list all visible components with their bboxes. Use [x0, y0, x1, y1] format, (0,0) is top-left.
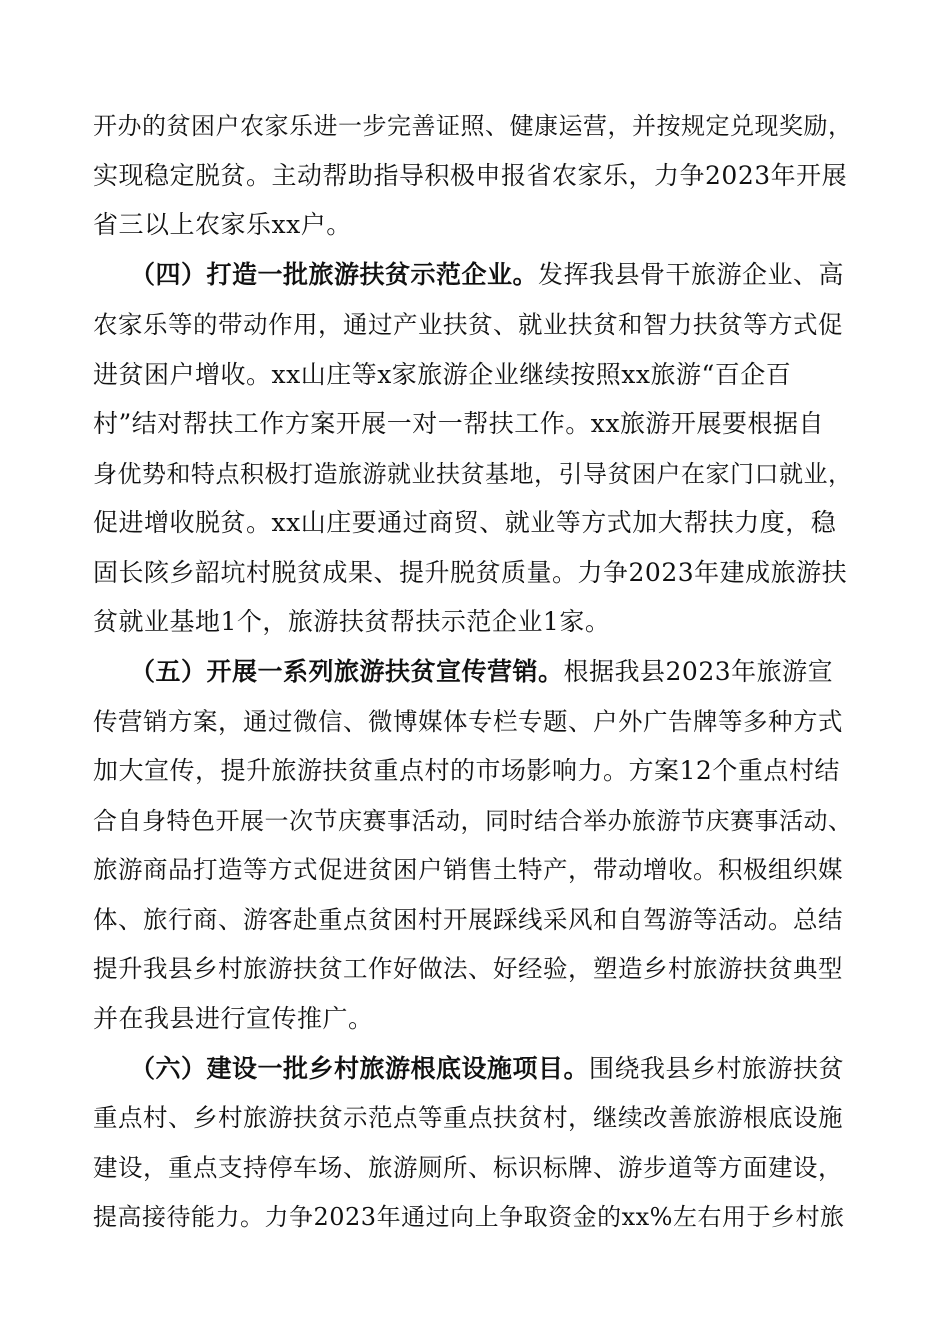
paragraph-first-line	[130, 657, 833, 687]
text-line: 贫就业基地1个，旅游扶贫帮扶示范企业1家。	[93, 607, 611, 636]
text-line: 旅游商品打造等方式促进贫困户销售土特产，带动增收。积极组织媒	[93, 855, 843, 884]
text-line: 村”结对帮扶工作方案开展一对一帮扶工作。xx旅游开展要根据自	[93, 409, 824, 438]
text-line: 并在我县进行宣传推广。	[93, 1004, 374, 1033]
text-line: 省三以上农家乐xx户。	[93, 210, 352, 239]
text-line: 进贫困户增收。xx山庄等x家旅游企业继续按照xx旅游“百企百	[93, 360, 792, 389]
paragraph-first-line	[130, 1054, 844, 1084]
paragraph-first-line	[130, 260, 844, 290]
section-heading: （六）建设一批乡村旅游根底设施项目。	[130, 1054, 590, 1083]
text-span: 根据我县2023年旅游宣	[563, 657, 834, 686]
text-line: 加大宣传，提升旅游扶贫重点村的市场影响力。方案12个重点村结	[93, 756, 840, 785]
text-line: 传营销方案，通过微信、微博媒体专栏专题、户外广告牌等多种方式	[93, 707, 843, 736]
text-line: 体、旅行商、游客赴重点贫困村开展踩线采风和自驾游等活动。总结	[93, 905, 843, 934]
text-line: 实现稳定脱贫。主动帮助指导积极申报省农家乐，力争2023年开展	[93, 161, 848, 190]
text-span: 围绕我县乡村旅游扶贫	[589, 1054, 845, 1083]
text-line: 合自身特色开展一次节庆赛事活动，同时结合举办旅游节庆赛事活动、	[93, 807, 853, 835]
text-line: 提升我县乡村旅游扶贫工作好做法、好经验，塑造乡村旅游扶贫典型	[93, 954, 843, 983]
text-line: 农家乐等的带动作用，通过产业扶贫、就业扶贫和智力扶贫等方式促	[93, 310, 843, 339]
text-span: 发挥我县骨干旅游企业、高	[538, 260, 845, 289]
text-line: 促进增收脱贫。xx山庄要通过商贸、就业等方式加大帮扶力度，稳	[93, 508, 837, 537]
text-line: 重点村、乡村旅游扶贫示范点等重点扶贫村，继续改善旅游根底设施	[93, 1103, 843, 1132]
text-line: 开办的贫困户农家乐进一步完善证照、健康运营，并按规定兑现奖励，	[93, 112, 853, 140]
text-line: 建设，重点支持停车场、旅游厕所、标识标牌、游步道等方面建设，	[93, 1153, 843, 1182]
text-line: 固长陔乡韶坑村脱贫成果、提升脱贫质量。力争2023年建成旅游扶	[93, 558, 848, 587]
text-line: 提高接待能力。力争2023年通过向上争取资金的xx%左右用于乡村旅	[93, 1203, 845, 1231]
section-heading: （四）打造一批旅游扶贫示范企业。	[130, 260, 539, 289]
section-heading: （五）开展一系列旅游扶贫宣传营销。	[130, 657, 564, 686]
text-line: 身优势和特点积极打造旅游就业扶贫基地，引导贫困户在家门口就业，	[93, 460, 853, 488]
